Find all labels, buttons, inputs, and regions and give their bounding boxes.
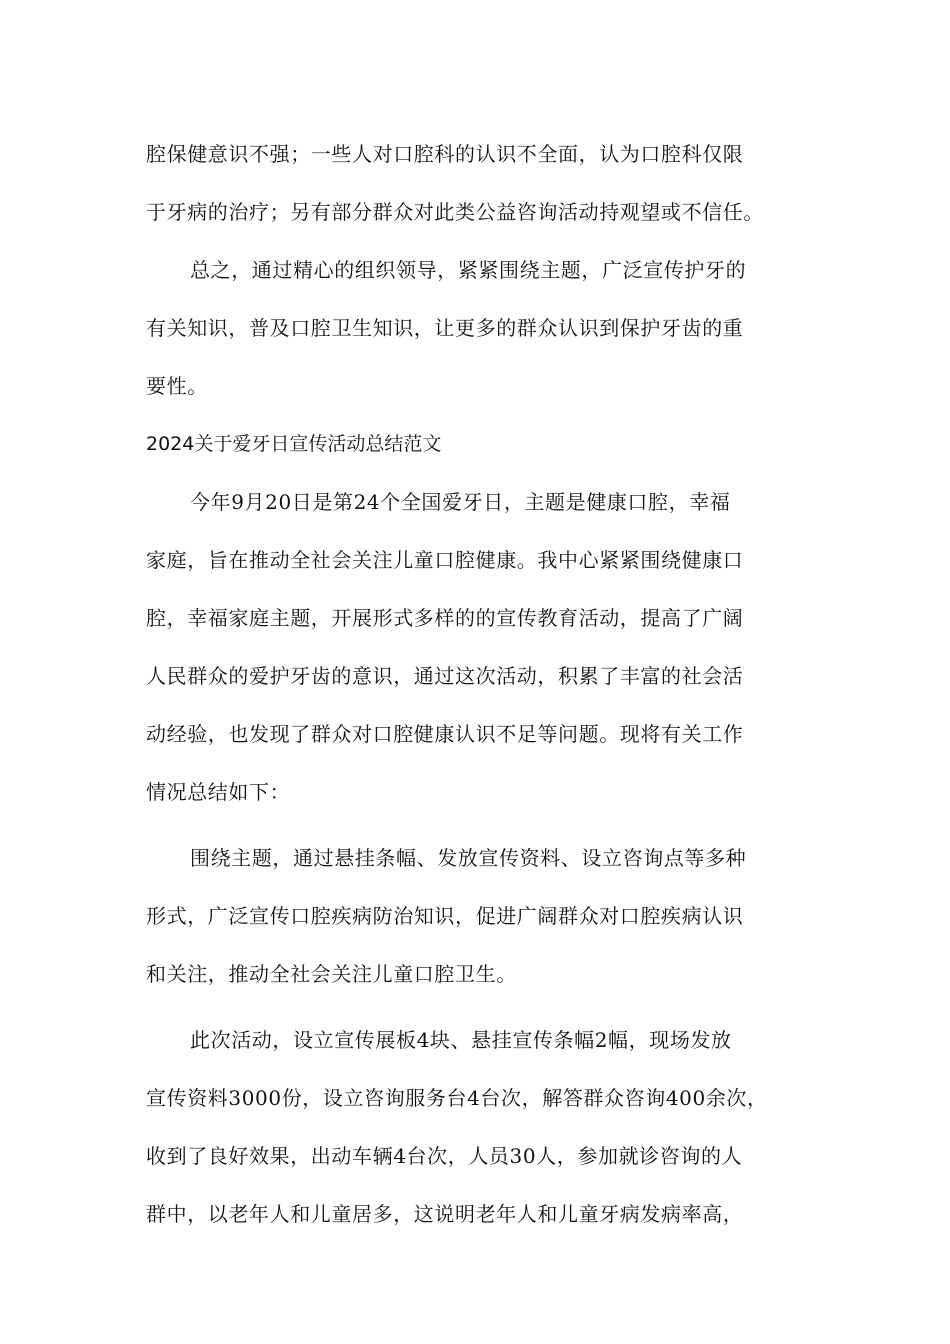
document-body [146, 125, 832, 1243]
paragraph-gap [146, 821, 832, 829]
text-line: 宣传资料3000份，设立咨询服务台4台次，解答群众咨询400余次， [146, 1086, 768, 1110]
text-line: 要性。 [146, 374, 208, 398]
text-line: 形式，广泛宣传口腔疾病防治知识，促进广阔群众对口腔疾病认识 [146, 904, 744, 928]
text-line: 此次活动，设立宣传展板4块、悬挂宣传条幅2幅，现场发放 [190, 1028, 732, 1052]
paragraph-intro [146, 473, 832, 821]
text-line: 人民群众的爱护牙齿的意识，通过这次活动，积累了丰富的社会活 [146, 664, 744, 688]
heading-text: 2024关于爱牙日宣传活动总结范文 [146, 433, 442, 455]
text-line: 收到了良好效果，出动车辆4台次，人员30人，参加就诊咨询的人 [146, 1144, 743, 1168]
text-line: 有关知识，普及口腔卫生知识，让更多的群众认识到保护牙齿的重 [146, 316, 744, 340]
paragraph-continuation [146, 125, 832, 241]
text-line: 总之，通过精心的组织领导，紧紧围绕主题，广泛宣传护牙的 [190, 258, 747, 282]
paragraph-gap [146, 1003, 832, 1011]
paragraph-conclusion [146, 241, 832, 415]
text-line: 家庭，旨在推动全社会关注儿童口腔健康。我中心紧紧围绕健康口 [146, 548, 744, 572]
text-line: 群中，以老年人和儿童居多，这说明老年人和儿童牙病发病率高， [146, 1202, 744, 1226]
paragraph-activity [146, 1011, 832, 1243]
text-line: 围绕主题，通过悬挂条幅、发放宣传资料、设立咨询点等多种 [190, 846, 747, 870]
paragraph-theme [146, 829, 832, 1003]
text-line: 腔保健意识不强；一些人对口腔科的认识不全面，认为口腔科仅限 [146, 142, 744, 166]
text-line: 于牙病的治疗；另有部分群众对此类公益咨询活动持观望或不信任。 [146, 200, 764, 224]
text-line: 和关注，推动全社会关注儿童口腔卫生。 [146, 962, 517, 986]
text-line: 动经验，也发现了群众对口腔健康认识不足等问题。现将有关工作 [146, 722, 744, 746]
text-line: 情况总结如下： [146, 780, 291, 804]
document-heading [146, 415, 832, 473]
text-line: 今年9月20日是第24个全国爱牙日，主题是健康口腔，幸福 [190, 490, 731, 514]
text-line: 腔，幸福家庭主题，开展形式多样的的宣传教育活动，提高了广阔 [146, 606, 744, 630]
